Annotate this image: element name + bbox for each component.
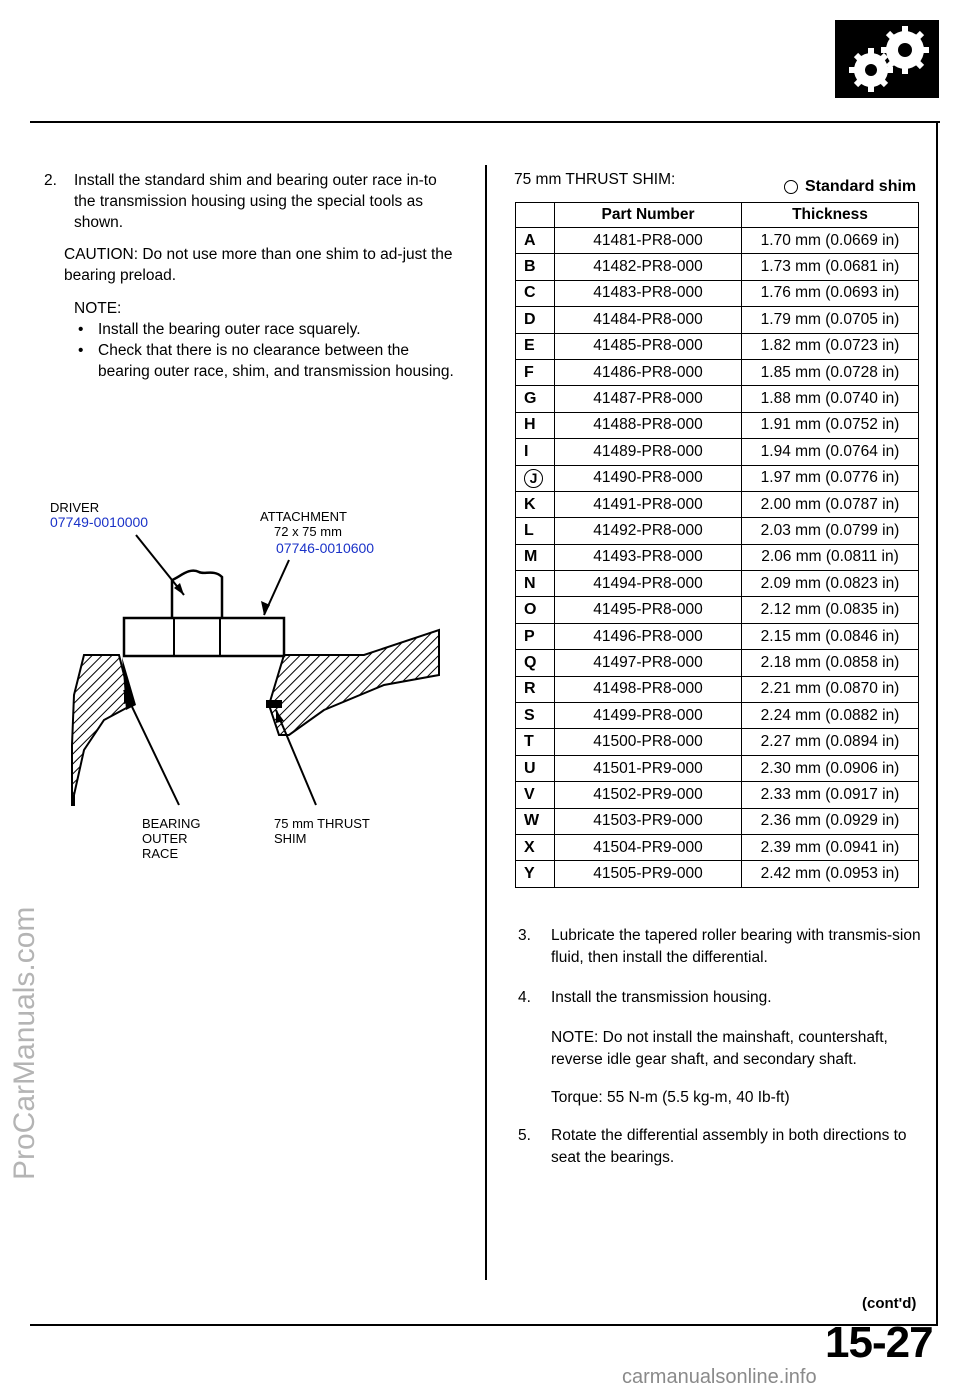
table-row	[516, 228, 919, 254]
part-number-cell: 41494-PR8-000	[555, 571, 742, 597]
thickness-cell: 2.15 mm (0.0846 in)	[742, 623, 919, 649]
part-number-cell: 41493-PR8-000	[555, 544, 742, 570]
installation-figure	[44, 495, 454, 875]
part-number-cell: 41485-PR8-000	[555, 333, 742, 359]
part-number-cell: 41497-PR8-000	[555, 650, 742, 676]
side-watermark: ProCarManuals.com	[8, 906, 41, 1180]
part-number-cell: 41496-PR8-000	[555, 623, 742, 649]
table-row	[516, 386, 919, 412]
shim-letter	[516, 650, 555, 676]
shim-letter-text: P	[524, 627, 535, 645]
shim-table	[515, 202, 919, 888]
table-row	[516, 571, 919, 597]
thickness-cell: 2.42 mm (0.0953 in)	[742, 861, 919, 887]
standard-shim-label: Standard shim	[805, 178, 917, 195]
shim-label-line1: 75 mm THRUST	[274, 816, 370, 831]
standard-shim-legend	[784, 178, 916, 196]
shim-letter	[516, 755, 555, 781]
standard-shim-letter: J	[524, 469, 543, 488]
torque-spec: Torque: 55 N-m (5.5 kg-m, 40 Ib-ft)	[551, 1089, 790, 1106]
table-row	[516, 491, 919, 517]
part-number-cell: 41498-PR8-000	[555, 676, 742, 702]
shim-letter	[516, 623, 555, 649]
part-number-cell: 41505-PR9-000	[555, 861, 742, 887]
shim-letter-text: R	[524, 680, 536, 698]
thickness-cell: 1.76 mm (0.0693 in)	[742, 280, 919, 306]
note-item-text: Check that there is no clearance between the bearing outer race, shim, and transmission housing.	[98, 342, 454, 380]
thickness-cell: 2.06 mm (0.0811 in)	[742, 544, 919, 570]
driver-part-number: 07749-0010000	[50, 514, 149, 530]
part-number-cell: 41502-PR9-000	[555, 782, 742, 808]
shim-letter-text: U	[524, 759, 536, 777]
shim-letter-text: N	[524, 574, 536, 592]
table-row	[516, 650, 919, 676]
shim-letter-text: H	[524, 416, 536, 434]
note-item: • Check that there is no clearance between the bearing outer race, shim, and transmission housing.	[78, 342, 454, 380]
shim-letter	[516, 491, 555, 517]
table-row	[516, 518, 919, 544]
shim-letter-text: Q	[524, 653, 537, 671]
step-4-number: 4.	[518, 989, 531, 1006]
thickness-cell: 2.00 mm (0.0787 in)	[742, 491, 919, 517]
left-column	[44, 170, 454, 382]
shim-letter	[516, 676, 555, 702]
part-number-cell: 41495-PR8-000	[555, 597, 742, 623]
table-row	[516, 755, 919, 781]
shim-letter	[516, 782, 555, 808]
table-row	[516, 307, 919, 333]
shim-label-line2: SHIM	[274, 831, 307, 846]
shim-letter-text: S	[524, 706, 535, 724]
bottom-rule	[30, 1324, 938, 1326]
thickness-cell: 2.12 mm (0.0835 in)	[742, 597, 919, 623]
thickness-cell: 1.85 mm (0.0728 in)	[742, 359, 919, 385]
shim-letter	[516, 703, 555, 729]
part-number-cell: 41489-PR8-000	[555, 439, 742, 465]
step-5-text: Rotate the differential assembly in both directions to seat the bearings.	[551, 1127, 907, 1166]
thickness-cell: 1.73 mm (0.0681 in)	[742, 254, 919, 280]
shim-letter	[516, 571, 555, 597]
part-number-cell: 41501-PR9-000	[555, 755, 742, 781]
bearing-label-line1: BEARING	[142, 816, 201, 831]
shim-letter	[516, 465, 555, 491]
thickness-cell: 1.94 mm (0.0764 in)	[742, 439, 919, 465]
shim-letter-text: L	[524, 521, 534, 539]
thickness-cell: 2.27 mm (0.0894 in)	[742, 729, 919, 755]
bearing-label-line3: RACE	[142, 846, 179, 861]
part-number-cell: 41491-PR8-000	[555, 491, 742, 517]
thickness-cell: 1.70 mm (0.0669 in)	[742, 228, 919, 254]
attachment-size: 72 x 75 mm	[274, 524, 342, 539]
table-row	[516, 439, 919, 465]
thickness-header: Thickness	[742, 203, 919, 228]
shim-letter-text: C	[524, 284, 536, 302]
thickness-cell: 1.82 mm (0.0723 in)	[742, 333, 919, 359]
table-row	[516, 254, 919, 280]
thickness-cell: 2.36 mm (0.0929 in)	[742, 808, 919, 834]
note-item-text: Install the bearing outer race squarely.	[98, 321, 361, 338]
table-heading: 75 mm THRUST SHIM:	[514, 171, 676, 188]
step-5-number: 5.	[518, 1127, 531, 1144]
shim-letter-text: I	[524, 442, 529, 460]
part-number-cell: 41481-PR8-000	[555, 228, 742, 254]
circle-icon	[784, 180, 798, 194]
shim-letter-text: T	[524, 733, 534, 751]
part-number-header: Part Number	[555, 203, 742, 228]
page-number: 15-27	[825, 1318, 933, 1367]
thickness-cell: 2.30 mm (0.0906 in)	[742, 755, 919, 781]
part-number-cell: 41503-PR9-000	[555, 808, 742, 834]
shim-letter	[516, 280, 555, 306]
step-3-text: Lubricate the tapered roller bearing with transmis-sion fluid, then install the differential.	[551, 927, 921, 966]
shim-letter	[516, 518, 555, 544]
step-4-note: NOTE: Do not install the mainshaft, countershaft, reverse idle gear shaft, and secondary shaft.	[551, 1029, 888, 1068]
shim-letter-text: G	[524, 390, 537, 408]
thickness-cell: 2.09 mm (0.0823 in)	[742, 571, 919, 597]
thickness-cell: 1.88 mm (0.0740 in)	[742, 386, 919, 412]
shim-letter-text: K	[524, 495, 536, 513]
part-number-cell: 41483-PR8-000	[555, 280, 742, 306]
step-2-text: Install the standard shim and bearing outer race in-to the transmission housing using the special tools as shown.	[74, 172, 437, 231]
shim-letter	[516, 544, 555, 570]
table-row	[516, 782, 919, 808]
thickness-cell: 2.39 mm (0.0941 in)	[742, 834, 919, 860]
shim-letter	[516, 386, 555, 412]
shim-letter-text: X	[524, 838, 535, 856]
attachment-part-number: 07746-0010600	[276, 540, 375, 556]
shim-letter-text: V	[524, 785, 535, 803]
part-number-cell: 41492-PR8-000	[555, 518, 742, 544]
note-item: • Install the bearing outer race squarely.	[78, 321, 361, 338]
thickness-cell: 2.24 mm (0.0882 in)	[742, 703, 919, 729]
shim-letter	[516, 729, 555, 755]
step-5	[518, 1125, 928, 1169]
table-row	[516, 808, 919, 834]
table-header-row	[516, 203, 919, 228]
right-steps	[518, 925, 928, 1187]
shim-letter-text: W	[524, 812, 540, 830]
letter-column-header	[516, 203, 555, 228]
installation-diagram	[44, 495, 454, 875]
thickness-cell: 2.33 mm (0.0917 in)	[742, 782, 919, 808]
shim-letter-text: Y	[524, 865, 535, 883]
step-3	[518, 925, 928, 969]
part-number-cell: 41504-PR9-000	[555, 834, 742, 860]
step-2	[44, 170, 454, 233]
shim-letter-text: E	[524, 337, 535, 355]
bottom-watermark: carmanualsonline.info	[622, 1366, 817, 1388]
bearing-label-line2: OUTER	[142, 831, 188, 846]
shim-letter	[516, 228, 555, 254]
shim-letter-text: B	[524, 258, 536, 276]
step-4	[518, 987, 928, 1009]
part-number-cell: 41490-PR8-000	[555, 465, 742, 491]
driver-label: DRIVER	[50, 500, 100, 515]
shim-letter	[516, 834, 555, 860]
shim-letter	[516, 333, 555, 359]
step-2-number: 2.	[44, 172, 57, 189]
attachment-label: ATTACHMENT	[260, 509, 347, 524]
part-number-cell: 41484-PR8-000	[555, 307, 742, 333]
part-number-cell: 41486-PR8-000	[555, 359, 742, 385]
gears-icon	[835, 20, 939, 98]
table-row	[516, 861, 919, 887]
part-number-cell: 41500-PR8-000	[555, 729, 742, 755]
table-row	[516, 597, 919, 623]
table-row	[516, 834, 919, 860]
shim-letter	[516, 307, 555, 333]
thickness-cell: 1.79 mm (0.0705 in)	[742, 307, 919, 333]
part-number-cell: 41482-PR8-000	[555, 254, 742, 280]
right-rule	[936, 121, 938, 1326]
thickness-cell: 2.21 mm (0.0870 in)	[742, 676, 919, 702]
step-4-text: Install the transmission housing.	[551, 989, 772, 1006]
shim-letter-text: O	[524, 601, 537, 619]
part-number-cell: 41488-PR8-000	[555, 412, 742, 438]
shim-letter	[516, 861, 555, 887]
table-row	[516, 676, 919, 702]
top-rule	[30, 121, 940, 123]
shim-table-body	[516, 228, 919, 888]
shim-letter	[516, 439, 555, 465]
continued-label: (cont'd)	[862, 1295, 917, 1312]
table-row	[516, 412, 919, 438]
column-divider	[485, 165, 487, 1280]
table-row	[516, 333, 919, 359]
part-number-cell: 41499-PR8-000	[555, 703, 742, 729]
shim-letter-text: D	[524, 310, 536, 328]
thickness-cell: 1.91 mm (0.0752 in)	[742, 412, 919, 438]
table-row	[516, 359, 919, 385]
table-row	[516, 703, 919, 729]
shim-letter	[516, 359, 555, 385]
thickness-cell: 2.03 mm (0.0799 in)	[742, 518, 919, 544]
shim-letter	[516, 597, 555, 623]
caution-text: CAUTION: Do not use more than one shim to ad-just the bearing preload.	[64, 246, 453, 284]
shim-letter-text: M	[524, 548, 538, 566]
step-3-number: 3.	[518, 927, 531, 944]
table-row	[516, 729, 919, 755]
shim-letter-text: A	[524, 231, 536, 249]
part-number-cell: 41487-PR8-000	[555, 386, 742, 412]
table-row	[516, 465, 919, 491]
table-row	[516, 544, 919, 570]
shim-letter	[516, 254, 555, 280]
shim-letter	[516, 808, 555, 834]
thickness-cell: 1.97 mm (0.0776 in)	[742, 465, 919, 491]
shim-letter-text: F	[524, 363, 534, 381]
thickness-cell: 2.18 mm (0.0858 in)	[742, 650, 919, 676]
shim-letter	[516, 412, 555, 438]
table-row	[516, 623, 919, 649]
table-row	[516, 280, 919, 306]
note-title: NOTE:	[74, 300, 122, 317]
